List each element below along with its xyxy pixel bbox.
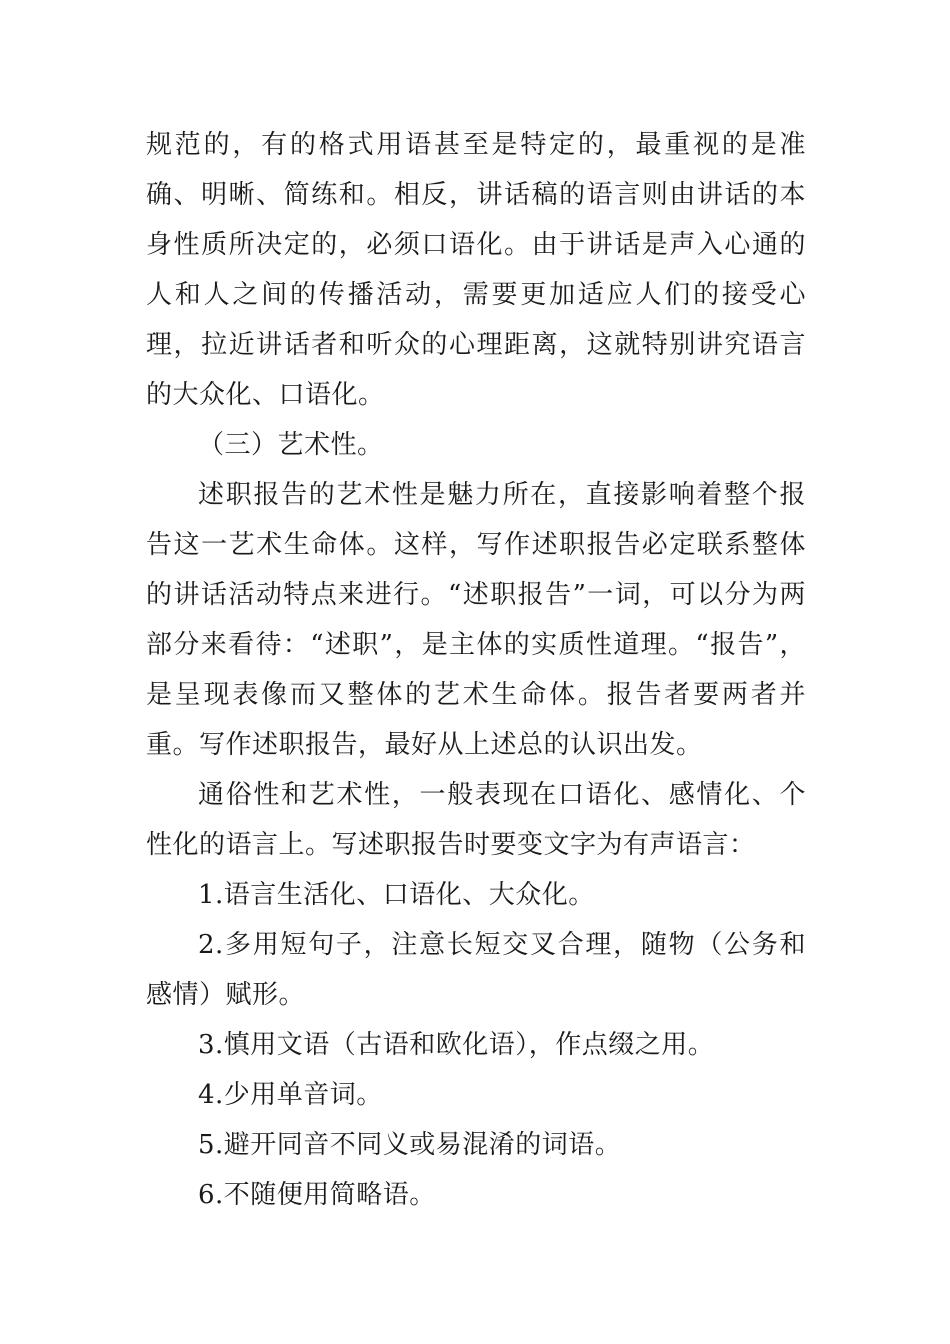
- list-item: 6.不随便用简略语。: [198, 1180, 436, 1210]
- list-item: 5.避开同音不同义或易混淆的词语。: [198, 1130, 622, 1160]
- paragraph: 通俗性和艺术性，一般表现在口语化、感情化、个性化的语言上。写述职报告时要变文字为有声语言：: [146, 780, 806, 860]
- document-body: [146, 120, 806, 1220]
- list-item: 1.语言生活化、口语化、大众化。: [198, 880, 595, 910]
- paragraph-continuation: 规范的，有的格式用语甚至是特定的，最重视的是准确、明晰、简练和。相反，讲话稿的语言则由讲话的本身性质所决定的，必须口语化。由于讲话是声入心通的人和人之间的传播活动，需要更加适应人们的接受心理，拉近讲话者和听众的心理距离，这就特别讲究语言的大众化、口语化。: [146, 130, 806, 410]
- list-item: 3.慎用文语（古语和欧化语），作点缀之用。: [198, 1030, 715, 1060]
- section-heading: （三）艺术性。: [198, 430, 384, 460]
- paragraph: 述职报告的艺术性是魅力所在，直接影响着整个报告这一艺术生命体。这样，写作述职报告必定联系整体的讲话活动特点来进行。“述职报告”一词，可以分为两部分来看待：“述职”，是主体的实质性道理。“报告”，是呈现表像而又整体的艺术生命体。报告者要两者并重。写作述职报告，最好从上述总的认识出发。: [146, 480, 806, 760]
- list-item: 2.多用短句子，注意长短交叉合理，随物（公务和感情）赋形。: [146, 930, 806, 1010]
- list-item: 4.少用单音词。: [198, 1080, 383, 1110]
